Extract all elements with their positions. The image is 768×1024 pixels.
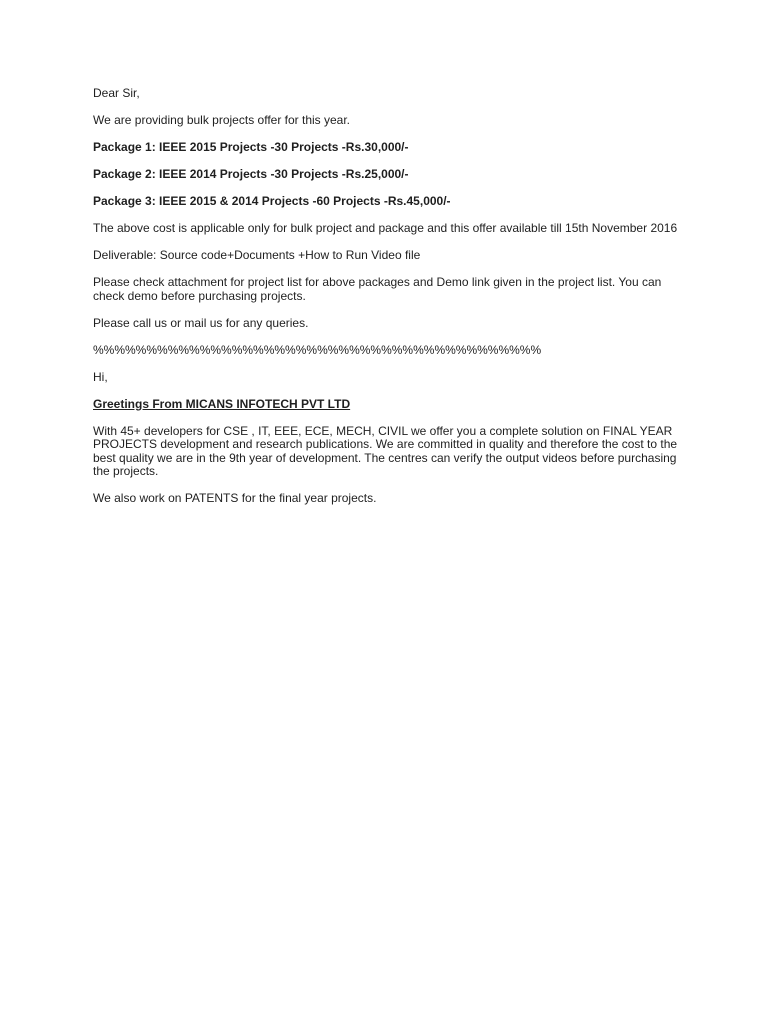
intro-text: We are providing bulk projects offer for this year. <box>93 113 351 127</box>
package-3: Package 3: IEEE 2015 & 2014 Projects -60 Projects -Rs.45,000/- <box>93 194 451 208</box>
percent-separator: %%%%%%%%%%%%%%%%%%%%%%%%%%%%%%%%%%%%%%%%%% <box>93 343 542 357</box>
company-greeting-heading: Greetings From MICANS INFOTECH PVT LTD <box>93 396 351 411</box>
second-salutation: Hi, <box>93 369 108 384</box>
contact-note: Please call us or mail us for any queries. <box>93 315 309 330</box>
deliverable-text: Deliverable: Source code+Documents +How to Run Video file <box>93 248 421 262</box>
company-description: With 45+ developers for CSE , IT, EEE, ECE, MECH, CIVIL we offer you a complete solution on FINAL YEAR PROJECTS development and research publications. We are committed in quality and therefore the cost to the best quality we are in the 9th year of development. The centres can verify the output videos before purchasing the projects. <box>93 423 678 478</box>
package-1: Package 1: IEEE 2015 Projects -30 Projects -Rs.30,000/- <box>93 140 409 154</box>
letter-body <box>93 87 678 519</box>
patents-note: We also work on PATENTS for the final year projects. <box>93 491 377 505</box>
salutation: Dear Sir, <box>93 86 140 100</box>
attachment-note: Please check attachment for project list for above packages and Demo link given in the project list. You can check demo before purchasing projects. <box>93 275 662 303</box>
package-2: Package 2: IEEE 2014 Projects -30 Projects -Rs.25,000/- <box>93 167 409 181</box>
cost-note: The above cost is applicable only for bulk project and package and this offer available till 15th November 2016 <box>93 221 678 235</box>
